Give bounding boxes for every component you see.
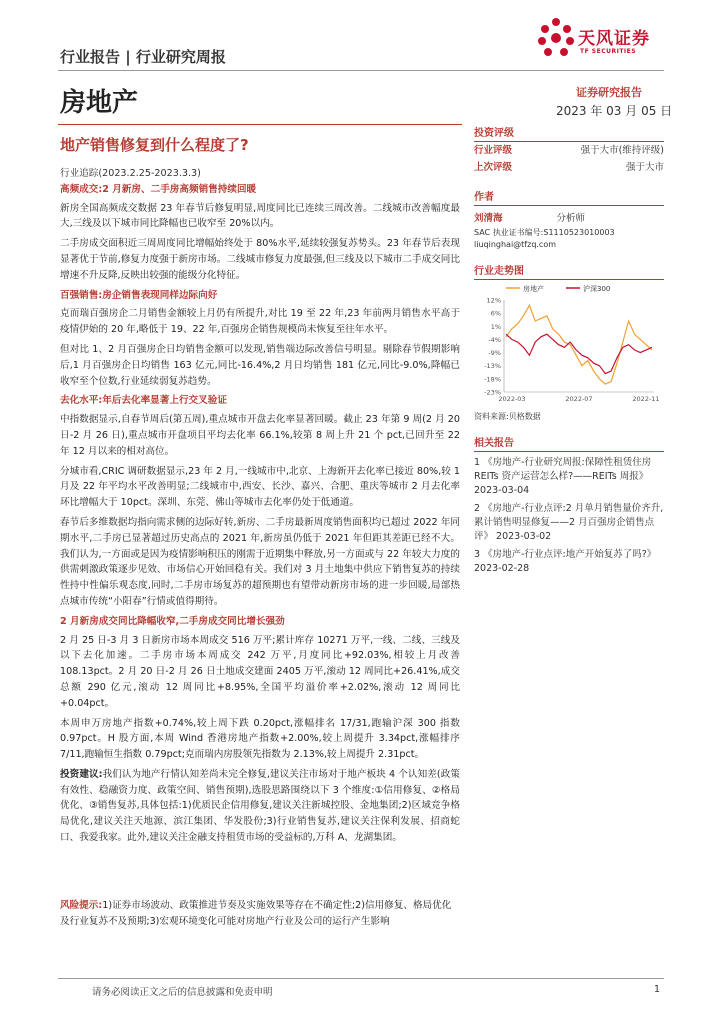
breadcrumb: 行业报告 | 行业研究周报: [60, 48, 226, 66]
paragraph: 本周申万房地产指数+0.74%,较上周下跌 0.20pct,涨幅排名 17/31,跑输沪深 300 指数 0.97pct。H 股方面,本周 Wind 香港房地产指数+2.00%,较上周提升 3.34pct,涨幅排序 7/11,跑输恒生指数 0.79pct;克而瑞内房股领先指数为 2.13%,较上周提升 2.31pct。: [60, 717, 460, 761]
logo-subtext: TF SECURITIES: [580, 48, 637, 55]
legend-label: 房地产: [523, 285, 544, 293]
risk-label: 风险提示:: [60, 900, 103, 911]
trend-chart: [474, 280, 664, 410]
author-email[interactable]: liuqinghai@tfzq.com: [474, 240, 557, 249]
author-name: 刘清海: [474, 213, 503, 224]
x-tick-label: 2022-11: [632, 395, 660, 403]
page-number: 1: [654, 984, 661, 995]
y-tick-label: 1%: [490, 322, 501, 331]
rating-row: [474, 159, 664, 176]
rating-heading: 投资评级: [474, 124, 664, 142]
rating-value: 强于大市: [625, 162, 664, 173]
author-block: [474, 188, 664, 251]
rating-value: 强于大市(维持评级): [580, 145, 664, 156]
section-heading: 百强销售:房企销售表现同样边际向好: [60, 289, 218, 301]
risk-warning: [60, 898, 460, 930]
paragraph: 但对比 1、2 月百强房企日均销售金额可以发现,销售端边际改善信号明显。剔除春节假期影响后,1 月百强房企日均销售 163 亿元,同比-16.4%,2 月日均销售 181 亿元,同比-9.0%,降幅已收窄至个位数,行业延续弱复苏趋势。: [60, 343, 460, 387]
main-content: [60, 166, 460, 850]
risk-text: 1)证券市场波动、政策推进节奏及实施效果等存在不确定性;2)信用修复、格局优化及行业复苏不及预期;3)宏观环境变化可能对房地产行业及公司的运行产生影响: [60, 900, 452, 927]
advice-text: 我们认为地产行情认知差尚未完全修复,建议关注市场对于地产板块 4 个认知差(政策有效性、稳融资力度、政策空间、销售预期),选股思路围绕以下 3 个维度:①信用修复、②格局优化、③销售复苏,具体包括:1)优质民企信用修复,建议关注新城控股、金地集团;2)区域竞争格局优化,建议关注天地源、滨江集团、华发股份;3)行业销售复苏,建议关注保利发展、招商蛇口、我爱我家。此外,建议关注金融支持租赁市场的受益标的,万科 A、龙湖集团。: [60, 768, 460, 844]
paragraph: 中指数据显示,自春节周后(第五周),重点城市开盘去化率显著回暖。截止 23 年第 9 周(2 月 20 日-2 月 26 日),重点城市开盘项目平均去化率 66.1%,较第 8 周上升 21 个 pct,已回升至 22 年 12 月以来的相对高位。: [60, 414, 460, 457]
author-heading: 作者: [474, 188, 664, 206]
series-line-沪深300: [506, 334, 652, 373]
investment-advice: [60, 767, 460, 846]
header-divider: [58, 70, 664, 71]
related-report-link[interactable]: 2 《房地产-行业点评:2 月单月销售量价齐升,累计销售明显修复——2 月百强房企销售点评》 2023-03-02: [474, 503, 664, 542]
series-line-房地产: [506, 305, 652, 384]
y-tick-label: -4%: [488, 335, 501, 344]
rating-row: [474, 142, 664, 159]
trend-heading: 行业走势图: [474, 262, 664, 280]
section-heading: 去化水平:年后去化率显著上行交叉验证: [60, 395, 227, 407]
chart-source: 资料来源:贝格数据: [474, 412, 541, 421]
y-tick-label: 6%: [490, 309, 501, 318]
report-title: 地产销售修复到什么程度了?: [60, 136, 249, 154]
paragraph: 新房全国高频成交数据 23 年春节后修复明显,周度同比已连续三周改善。二线城市改善幅度最大,三线及以下城市同比降幅也已收窄至 20%以内。: [60, 202, 460, 230]
footer-disclaimer: 请务必阅读正文之后的信息披露和免责申明: [92, 987, 273, 998]
y-tick-label: -18%: [484, 375, 501, 384]
track-period: 行业追踪(2023.2.25-2023.3.3): [60, 168, 201, 179]
report-date: 2023 年 03 月 05 日: [556, 104, 673, 118]
paragraph: 二手房成交面积近三周周度同比增幅始终处于 80%水平,延续较强复苏势头。23 年春节后表现显著优于节前,修复力度强于新房市场。二线城市修复力度最强,但三线及以下城市二手成交同比增速不升反降,反映出较强的能级分化特征。: [60, 238, 460, 281]
author-role: 分析师: [556, 213, 586, 224]
y-tick-label: -23%: [484, 388, 501, 397]
footer-divider: [58, 978, 664, 979]
section-heading: 高频成交:2 月新房、二手房高频销售持续回暖: [60, 183, 257, 195]
rating-key: 上次评级: [474, 162, 513, 173]
author-row: [474, 210, 664, 227]
advice-label: 投资建议:: [60, 768, 103, 780]
paragraph: 克而瑞百强房企二月销售金额较上月仍有所提升,对比 19 至 22 年,23 年前两月销售水平高于疫情伊始的 20 年,略低于 19、22 年,百强房企销售规模尚未恢复至往年水平。: [60, 308, 460, 336]
report-type: 证券研究报告: [576, 86, 642, 99]
related-heading: 相关报告: [474, 434, 664, 452]
section-heading: 2 月新房成交同比降幅收窄,二手房成交同比增长强劲: [60, 615, 285, 627]
rating-block: [474, 124, 664, 176]
paragraph: 分城市看,CRIC 调研数据显示,23 年 2 月,一线城市中,北京、上海新开去化率已接近 80%,较 1 月及 22 年平均水平改善明显;二线城市中,西安、长沙、嘉兴、合肥、重庆等城市 2 月去化率环比增幅大于 10pct。深圳、东莞、佛山等城市去化率仍处于低通道。: [60, 465, 460, 509]
author-sac: SAC 执业证书编号:S1110523010003: [474, 228, 615, 237]
logo-text: 天风证券: [578, 29, 650, 49]
paragraph: 春节后多维数据均指向需求侧的边际好转,新房、二手房最新周度销售面积均已超过 2022 年同期水平,二手房已显著超过历史高点的 2021 年,新房虽仍低于 2021 年但距其差距已经不大。我们认为,一方面或是因为疫情影响积压的刚需于近期集中释放,另一方面或与 22 年较大力度的供需刺激政策逐步见效、市场信心开始回稳有关。我们对 3 月土地集中供应下销售复苏的持续性持中性偏乐观态度,同时,二手房市场复苏的超预期也有望带动新房市场的进一步回暖,局部热点城市传统“小阳春”行情或值得期待。: [60, 516, 460, 607]
related-report-link[interactable]: 1 《房地产-行业研究周报:保障性租赁住房 REITs 资产运营怎么样?——REITs 周报》 2023-03-04: [474, 457, 652, 496]
paragraph: 2 月 25 日-3 月 3 日新房市场本周成交 516 万平;累计库存 10271 万平,一线、二线、三线及以下去化加速。二手房市场本周成交 242 万平,月度同比+92.03%,相较上月改善 108.13pct。2 月 20 日-2 月 26 日土地成交建面 2405 万平,滚动 12 周同比+26.41%,成交总额 290 亿元,滚动 12 周同比+8.95%,全国平均溢价率+2.02%,滚动 12 周同比+0.04pct。: [60, 634, 460, 709]
related-report-link[interactable]: 3 《房地产-行业点评:地产开始复苏了吗?》 2023-02-28: [474, 549, 657, 574]
tf-logo-icon: [536, 16, 576, 62]
title-divider: [58, 124, 462, 125]
trend-heading-block: [474, 262, 664, 280]
y-tick-label: -13%: [484, 362, 501, 371]
y-tick-label: -9%: [488, 349, 501, 358]
y-tick-label: 12%: [486, 296, 501, 305]
x-tick-label: 2022-03: [498, 395, 526, 403]
x-tick-label: 2022-07: [565, 395, 593, 403]
rating-key: 行业评级: [474, 145, 513, 156]
legend-label: 沪深300: [583, 285, 611, 293]
sector-title: 房地产: [60, 88, 139, 118]
related-block: [474, 434, 664, 580]
